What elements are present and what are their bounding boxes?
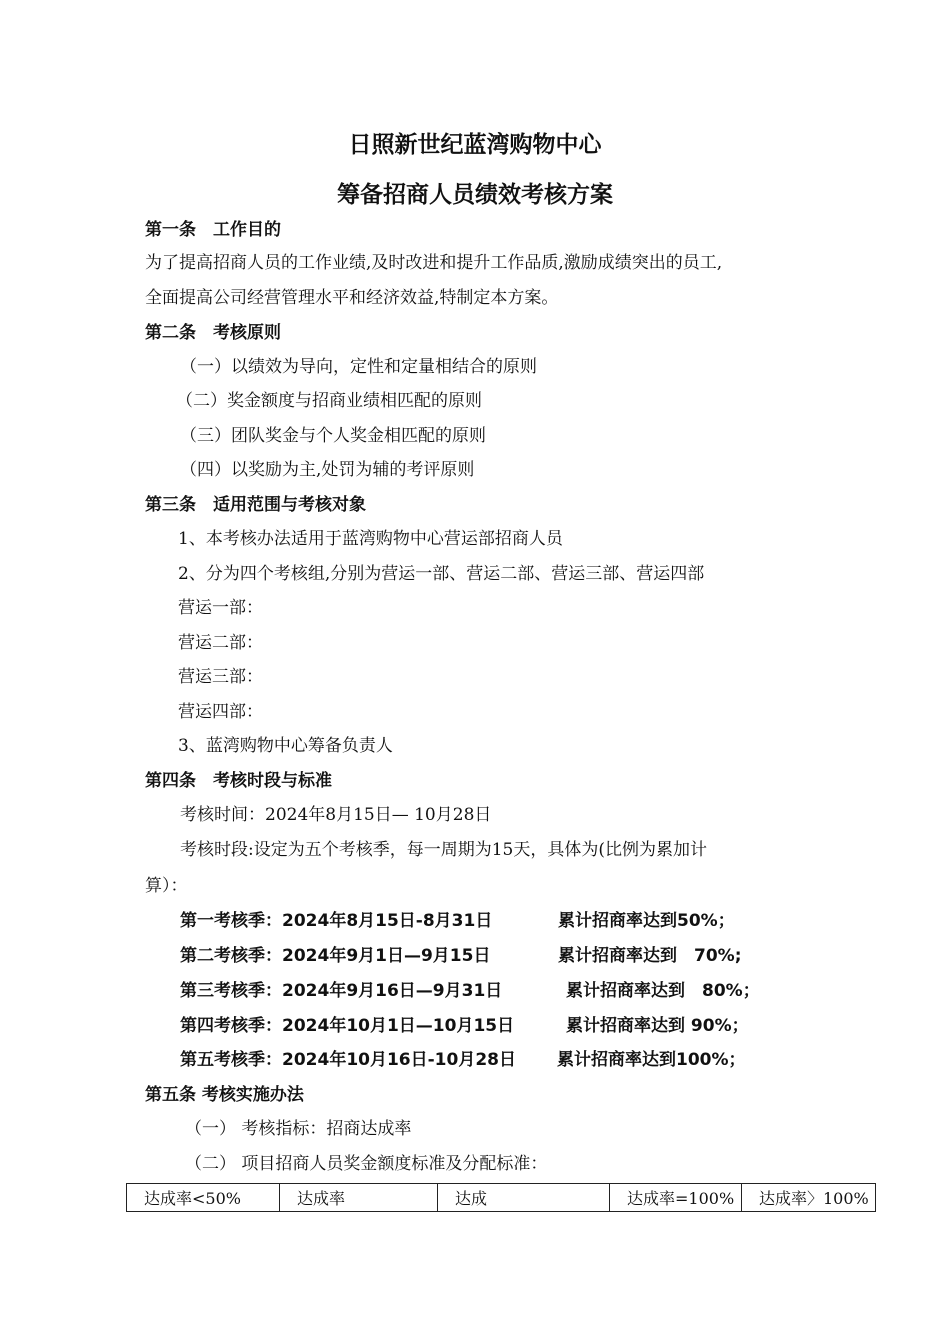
- table-header-cell: 达成率〉100%: [742, 1184, 876, 1212]
- section3-dept-3: 营运三部：: [178, 667, 263, 687]
- section5-item-2: （二） 项目招商人员奖金额度标准及分配标准：: [185, 1154, 548, 1174]
- season-1-target: 累计招商率达到50%；: [558, 911, 735, 931]
- season-1-name: 第一考核季：2024年8月15日-8月31日: [180, 911, 493, 931]
- section3-item-2: 2、分为四个考核组,分别为营运一部、营运二部、营运三部、营运四部: [178, 564, 705, 584]
- section2-item-1: （一）以绩效为导向，定性和定量相结合的原则: [180, 357, 537, 377]
- section4-period-line2: 算）：: [145, 876, 188, 896]
- section3-dept-4: 营运四部：: [178, 702, 263, 722]
- table-row: [127, 1184, 876, 1212]
- season-2-name: 第二考核季：2024年9月1日—9月15日: [180, 946, 491, 966]
- page-subtitle: 筹备招商人员绩效考核方案: [337, 182, 613, 208]
- section4-heading: 第四条 考核时段与标准: [145, 771, 332, 791]
- section2-heading: 第二条 考核原则: [145, 323, 281, 343]
- section1-heading: 第一条 工作目的: [145, 220, 281, 240]
- season-5-name: 第五考核季：2024年10月16日-10月28日: [180, 1050, 516, 1070]
- section4-period-line1: 考核时段:设定为五个考核季，每一周期为15天，具体为(比例为累加计: [180, 840, 707, 860]
- table-header-cell: 达成率<50%: [127, 1184, 280, 1212]
- section5-heading: 第五条 考核实施办法: [145, 1085, 304, 1105]
- season-5-target: 累计招商率达到100%；: [557, 1050, 746, 1070]
- section3-dept-2: 营运二部：: [178, 633, 263, 653]
- bonus-table: [126, 1183, 876, 1212]
- section3-dept-1: 营运一部：: [178, 598, 263, 618]
- season-2-target: 累计招商率达到 70%;: [558, 946, 742, 966]
- season-4-target: 累计招商率达到 90%；: [566, 1016, 749, 1036]
- season-3-name: 第三考核季：2024年9月16日—9月31日: [180, 981, 503, 1001]
- page-title: 日照新世纪蓝湾购物中心: [348, 132, 602, 158]
- table-header-cell: 达成率: [280, 1184, 438, 1212]
- section5-item-1: （一） 考核指标：招商达成率: [185, 1119, 412, 1139]
- section3-heading: 第三条 适用范围与考核对象: [145, 495, 366, 515]
- section4-time: 考核时间：2024年8月15日— 10月28日: [180, 805, 492, 825]
- season-3-target: 累计招商率达到 80%；: [566, 981, 760, 1001]
- section3-item-3: 3、蓝湾购物中心筹备负责人: [178, 736, 393, 756]
- section1-line2: 全面提高公司经营管理水平和经济效益,特制定本方案。: [145, 288, 559, 308]
- season-4-name: 第四考核季：2024年10月1日—10月15日: [180, 1016, 515, 1036]
- section2-item-2: （二）奖金额度与招商业绩相匹配的原则: [176, 391, 482, 411]
- section1-line1: 为了提高招商人员的工作业绩,及时改进和提升工作品质,激励成绩突出的员工,: [145, 253, 723, 273]
- table-header-cell: 达成率=100%: [610, 1184, 742, 1212]
- table-header-cell: 达成: [438, 1184, 610, 1212]
- section3-item-1: 1、本考核办法适用于蓝湾购物中心营运部招商人员: [178, 529, 563, 549]
- section2-item-3: （三）团队奖金与个人奖金相匹配的原则: [180, 426, 486, 446]
- section2-item-4: （四）以奖励为主,处罚为辅的考评原则: [180, 460, 475, 480]
